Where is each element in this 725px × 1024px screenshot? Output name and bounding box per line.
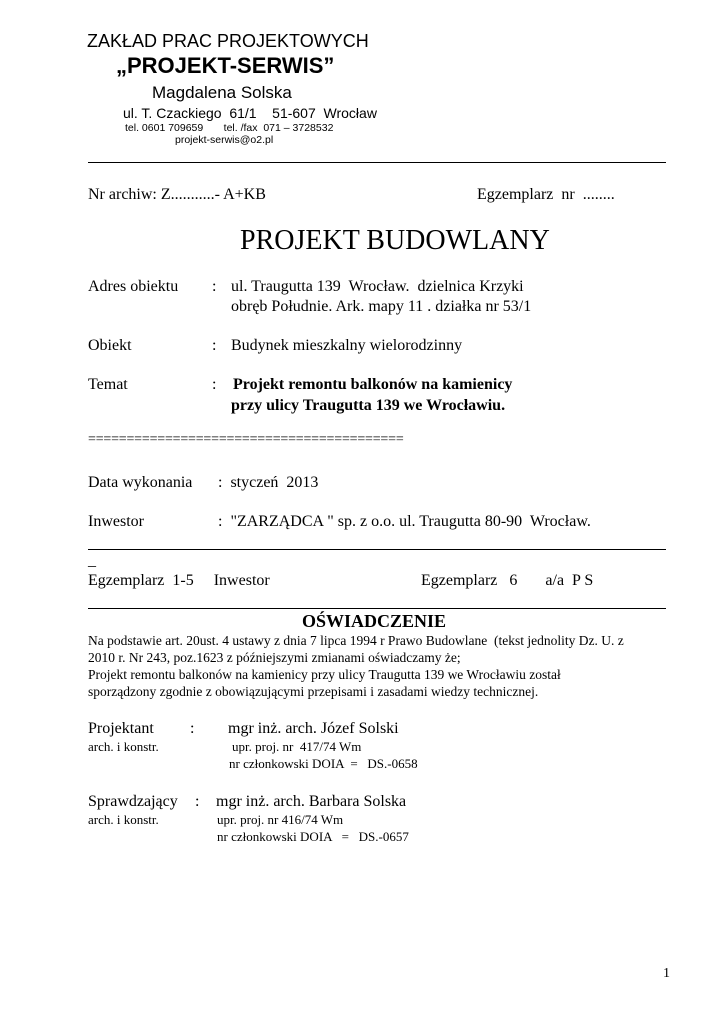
address-line-2: obręb Południe. Ark. mapy 11 . działka nr 53/1 (231, 298, 532, 315)
object-label: Obiekt (88, 337, 132, 354)
company-email: projekt-serwis@o2.pl (175, 134, 274, 146)
statement-line-1: Na podstawie art. 20ust. 4 ustawy z dnia 7 lipca 1994 r Prawo Budowlane (tekst jednolity Dz. U. z (88, 633, 624, 648)
designer-role: arch. i konstr. (88, 739, 159, 754)
statement-line-3: Projekt remontu balkonów na kamienicy przy ulicy Traugutta 139 we Wrocławiu został (88, 667, 561, 682)
subject-line-2: przy ulicy Traugutta 139 we Wrocławiu. (231, 397, 506, 414)
subject-colon: : (212, 376, 217, 393)
designer-name: mgr inż. arch. Józef Solski (228, 720, 399, 737)
address-colon: : (212, 278, 217, 295)
document-title: PROJEKT BUDOWLANY (240, 225, 550, 256)
archive-number: Nr archiw: Z...........- A+KB (88, 186, 266, 203)
subject-line-1: Projekt remontu balkonów na kamienicy (233, 376, 513, 393)
copies-investor: Egzemplarz 1-5 Inwestor (88, 572, 270, 589)
stray-underscore: _ (88, 552, 96, 569)
statement-heading: OŚWIADCZENIE (302, 611, 447, 631)
object-value: Budynek mieszkalny wielorodzinny (231, 337, 463, 354)
copy-number: Egzemplarz nr ........ (477, 186, 615, 203)
reviewer-name: mgr inż. arch. Barbara Solska (216, 793, 407, 810)
company-name: ZAKŁAD PRAC PROJEKTOWYCH (87, 31, 369, 51)
statement-line-2: 2010 r. Nr 243, poz.1623 z późniejszymi zmianami oświadczamy że; (88, 650, 461, 665)
date-value: : styczeń 2013 (218, 474, 319, 491)
equals-separator: ========================================= (88, 432, 404, 447)
reviewer-colon: : (195, 793, 200, 810)
date-label: Data wykonania (88, 474, 193, 491)
copies-divider (88, 608, 666, 609)
reviewer-label: Sprawdzający (88, 793, 178, 810)
copies-archive: Egzemplarz 6 a/a P S (421, 572, 594, 589)
subject-label: Temat (88, 376, 128, 393)
designer-license: upr. proj. nr 417/74 Wm (232, 739, 362, 754)
header-divider (88, 162, 666, 163)
statement-line-4: sporządzony zgodnie z obowiązującymi przepisami i zasadami wiedzy technicznej. (88, 684, 539, 699)
address-label: Adres obiektu (88, 278, 179, 295)
owner-name: Magdalena Solska (152, 83, 292, 102)
company-phones: tel. 0601 709659 tel. /fax 071 – 3728532 (125, 122, 334, 134)
company-address: ul. T. Czackiego 61/1 51-607 Wrocław (123, 105, 377, 121)
address-line-1: ul. Traugutta 139 Wrocław. dzielnica Krzyki (231, 278, 524, 295)
investor-divider (88, 549, 666, 550)
designer-membership: nr członkowski DOIA = DS.-0658 (229, 756, 418, 771)
company-brand: „PROJEKT-SERWIS” (116, 53, 335, 78)
reviewer-license: upr. proj. nr 416/74 Wm (217, 812, 344, 827)
reviewer-role: arch. i konstr. (88, 812, 159, 827)
reviewer-membership: nr członkowski DOIA = DS.-0657 (217, 829, 409, 844)
page-number: 1 (663, 966, 670, 981)
designer-label: Projektant (88, 720, 154, 737)
investor-value: : "ZARZĄDCA " sp. z o.o. ul. Traugutta 80-90 Wrocław. (218, 513, 591, 530)
investor-label: Inwestor (88, 513, 144, 530)
designer-colon: : (190, 720, 195, 737)
object-colon: : (212, 337, 217, 354)
